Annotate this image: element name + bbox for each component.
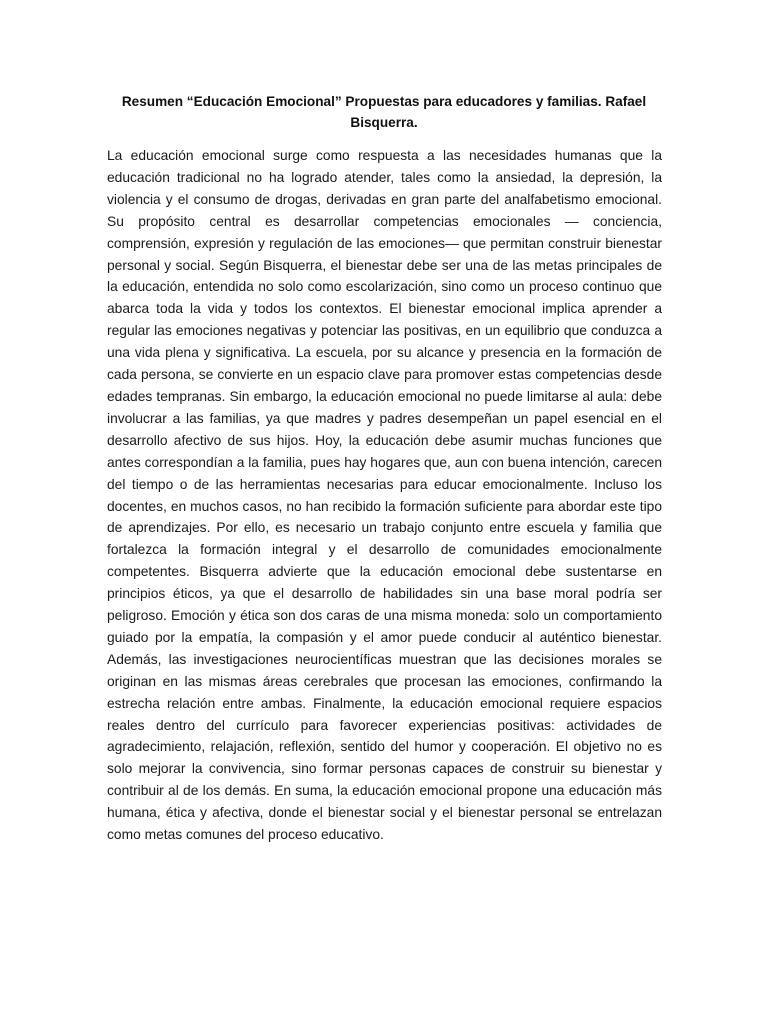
- document-title: Resumen “Educación Emocional” Propuestas para educadores y familias. Rafael Bisquerra.: [121, 94, 647, 130]
- body-paragraph: La educación emocional surge como respuesta a las necesidades humanas que la educación tradicional no ha logrado atender, tales como la ansiedad, la depresión, la violencia y el consumo de drogas, derivadas en gran parte del analfabetismo emocional. Su propósito central es desarrollar competencias emocionales — conciencia, comprensión, expresión y regulación de las emociones— que permitan construir bienestar personal y social. Según Bisquerra, el bienestar debe ser una de las metas principales de la educación, entendida no solo como escolarización, sino como un proceso continuo que abarca toda la vida y todos los contextos. El bienestar emocional implica aprender a regular las emociones negativas y potenciar las positivas, en un equilibrio que conduzca a una vida plena y significativa. La escuela, por su alcance y presencia en la formación de cada persona, se convierte en un espacio clave para promover estas competencias desde edades tempranas. Sin embargo, la educación emocional no puede limitarse al aula: debe involucrar a las familias, ya que madres y padres desempeñan un papel esencial en el desarrollo afectivo de sus hijos. Hoy, la educación debe asumir muchas funciones que antes correspondían a la familia, pues hay hogares que, aun con buena intención, carecen del tiempo o de las herramientas necesarias para educar emocionalmente. Incluso los docentes, en muchos casos, no han recibido la formación suficiente para abordar este tipo de aprendizajes. Por ello, es necesario un trabajo conjunto entre escuela y familia que fortalezca la formación integral y el desarrollo de comunidades emocionalmente competentes. Bisquerra advierte que la educación emocional debe sustentarse en principios éticos, ya que el desarrollo de habilidades sin una base moral podría ser peligroso. Emoción y ética son dos caras de una misma moneda: solo un comportamiento guiado por la empatía, la compasión y el amor puede conducir al auténtico bienestar. Además, las investigaciones neurocientíficas muestran que las decisiones morales se originan en las mismas áreas cerebrales que procesan las emociones, confirmando la estrecha relación entre ambas. Finalmente, la educación emocional requiere espacios reales dentro del currículo para favorecer experiencias positivas: actividades de agradecimiento, relajación, reflexión, sentido del humor y cooperación. El objetivo no es solo mejorar la convivencia, sino formar personas capaces de construir su bienestar y contribuir al de los demás. En suma, la educación emocional propone una educación más humana, ética y afectiva, donde el bienestar social y el bienestar personal se entrelazan como metas comunes del proceso educativo.: [107, 148, 662, 843]
